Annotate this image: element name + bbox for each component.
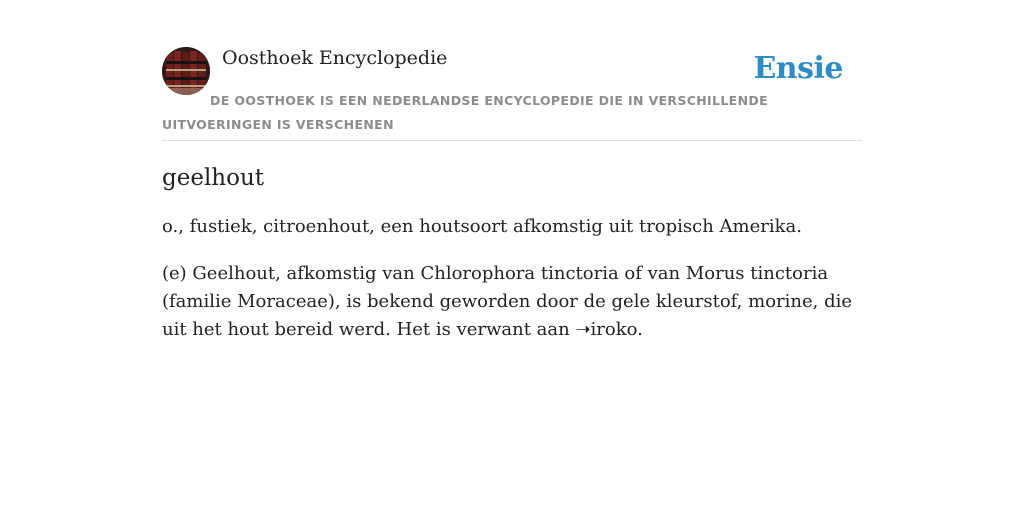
ensie-logo[interactable]: Ensie <box>753 51 843 86</box>
entry-title: geelhout <box>162 165 265 191</box>
entry-content <box>162 160 874 363</box>
source-subtitle: DE OOSTHOEK IS EEN NEDERLANDSE ENCYCLOPEDIE DIE IN VERSCHILLENDE UITVOERINGEN IS VERSCHENEN <box>162 93 768 132</box>
source-title[interactable]: Oosthoek Encyclopedie <box>222 47 448 69</box>
entry-paragraph: o., fustiek, citroenhout, een houtsoort afkomstig uit tropisch Amerika. <box>162 216 802 237</box>
entry-paragraph: (e) Geelhout, afkomstig van Chlorophora tinctoria of van Morus tinctoria (familie Moraceae), is bekend geworden door de gele kleurstof, morine, die uit het hout bereid werd. Het is verwant aan ➝iroko. <box>162 263 853 340</box>
encyclopedia-avatar[interactable] <box>162 47 210 95</box>
encyclopedia-books-icon <box>162 47 210 95</box>
source-header <box>162 46 862 141</box>
